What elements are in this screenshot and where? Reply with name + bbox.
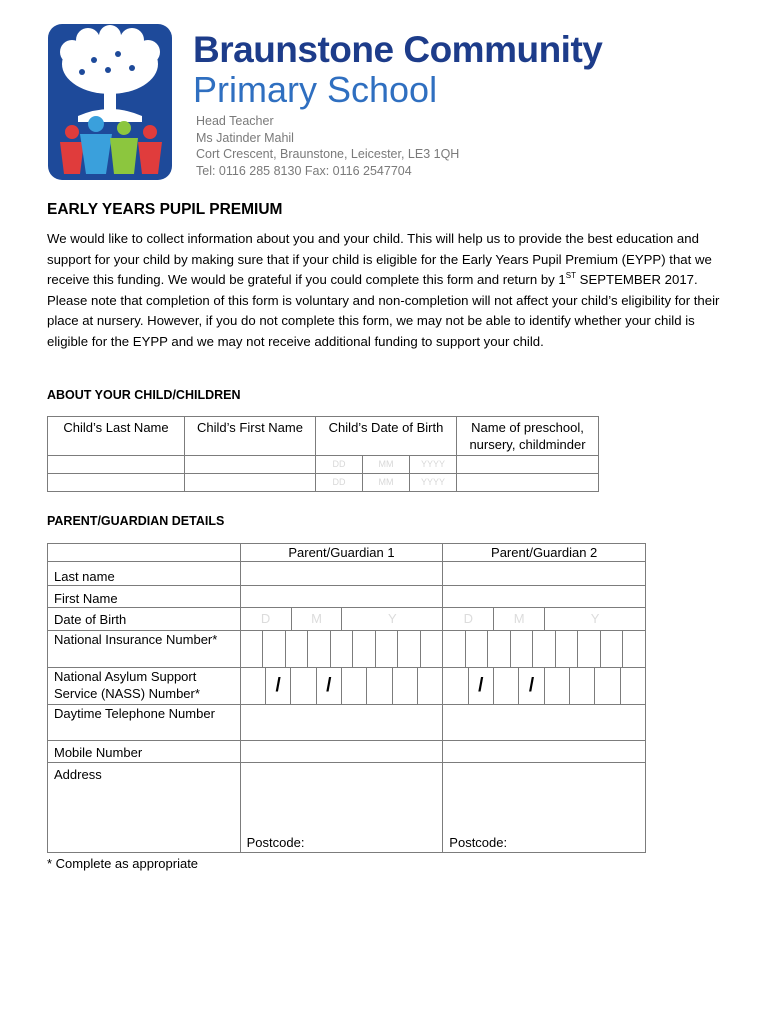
- parent-section-heading: PARENT/GUARDIAN DETAILS: [47, 514, 225, 528]
- parent-2-daytime-phone-field[interactable]: [443, 705, 646, 741]
- ni-box[interactable]: [578, 631, 601, 667]
- parent-2-last-name-field[interactable]: [443, 562, 646, 586]
- nass-slash: /: [266, 668, 291, 704]
- nass-slash: /: [469, 668, 494, 704]
- row-label-daytime-phone: Daytime Telephone Number: [48, 705, 241, 741]
- child-2-last-name-field[interactable]: [48, 474, 185, 492]
- parent-1-nass-field[interactable]: [240, 668, 443, 705]
- child-2-first-name-field[interactable]: [185, 474, 316, 492]
- ni-box[interactable]: [601, 631, 624, 667]
- parent-1-mobile-field[interactable]: [240, 741, 443, 763]
- school-name-subtitle: Primary School: [193, 69, 438, 110]
- ni-box[interactable]: [556, 631, 579, 667]
- form-title: EARLY YEARS PUPIL PREMIUM: [47, 201, 283, 218]
- nass-box[interactable]: [494, 668, 519, 704]
- parent-1-dob-field[interactable]: [240, 608, 443, 631]
- parent-1-ni-field[interactable]: [240, 631, 443, 668]
- intro-text: We would like to collect information about you and your child. This will help us to provide the best education and support for your child by making sure that if your child is eligible for the Early Years Pupil Premium (EYPP) that we receive this funding. We would be grateful if you could complete this form and return by 1: [47, 231, 712, 287]
- dob-m-placeholder: M: [494, 608, 545, 630]
- row-label-address: Address: [48, 763, 241, 853]
- col-child-last-name: Child’s Last Name: [48, 417, 185, 456]
- children-section-heading: ABOUT YOUR CHILD/CHILDREN: [47, 388, 241, 402]
- parent-2-nass-field[interactable]: [443, 668, 646, 705]
- child-1-last-name-field[interactable]: [48, 456, 185, 474]
- ni-box[interactable]: [533, 631, 556, 667]
- ni-box[interactable]: [331, 631, 354, 667]
- row-label-last-name: Last name: [48, 562, 241, 586]
- contact-phone: Tel: 0116 285 8130 Fax: 0116 2547704: [196, 164, 412, 178]
- nass-slash: /: [317, 668, 342, 704]
- dob-day-placeholder: DD: [316, 456, 363, 473]
- col-preschool: Name of preschool, nursery, childminder: [457, 417, 599, 456]
- parent-1-daytime-phone-field[interactable]: [240, 705, 443, 741]
- contact-address: Cort Crescent, Braunstone, Leicester, LE3 1QH: [196, 147, 460, 161]
- nass-box[interactable]: [621, 668, 645, 704]
- parent-2-address-field[interactable]: [443, 763, 646, 853]
- ni-box[interactable]: [308, 631, 331, 667]
- ni-box[interactable]: [488, 631, 511, 667]
- ni-box[interactable]: [376, 631, 399, 667]
- row-label-dob: Date of Birth: [48, 608, 241, 631]
- nass-box[interactable]: [241, 668, 266, 704]
- dob-month-placeholder: MM: [363, 456, 410, 473]
- ni-box[interactable]: [421, 631, 443, 667]
- child-2-preschool-field[interactable]: [457, 474, 599, 492]
- child-1-first-name-field[interactable]: [185, 456, 316, 474]
- ni-box[interactable]: [623, 631, 645, 667]
- parent-1-first-name-field[interactable]: [240, 586, 443, 608]
- school-logo: [48, 24, 172, 180]
- contact-role: Head Teacher: [196, 114, 274, 128]
- parent-2-dob-field[interactable]: [443, 608, 646, 631]
- ni-box[interactable]: [398, 631, 421, 667]
- dob-month-placeholder: MM: [363, 474, 410, 491]
- parent-2-first-name-field[interactable]: [443, 586, 646, 608]
- ni-box[interactable]: [511, 631, 534, 667]
- nass-box[interactable]: [545, 668, 570, 704]
- intro-text-continued: SEPTEMBER 2017. Please note that completion of this form is voluntary and non-completion will not affect your child’s eligibility for their place at nursery. However, if you do not complete this form, we may not be able to identify whether your child is eligible for the EYPP and we may not receive additional funding to support your child.: [47, 272, 720, 349]
- child-1-preschool-field[interactable]: [457, 456, 599, 474]
- ni-box[interactable]: [241, 631, 264, 667]
- col-parent-2: Parent/Guardian 2: [443, 544, 646, 562]
- postcode-label: Postcode:: [246, 835, 305, 850]
- parent-2-ni-field[interactable]: [443, 631, 646, 668]
- nass-box[interactable]: [418, 668, 442, 704]
- child-2-dob-field[interactable]: [316, 474, 457, 492]
- corner-cell: [48, 544, 241, 562]
- ni-box[interactable]: [466, 631, 489, 667]
- nass-box[interactable]: [291, 668, 316, 704]
- nass-box[interactable]: [393, 668, 418, 704]
- nass-box[interactable]: [570, 668, 595, 704]
- child-1-dob-field[interactable]: [316, 456, 457, 474]
- ni-box[interactable]: [353, 631, 376, 667]
- parent-table: [47, 543, 646, 853]
- ni-box[interactable]: [263, 631, 286, 667]
- dob-year-placeholder: YYYY: [420, 459, 445, 469]
- row-label-first-name: First Name: [48, 586, 241, 608]
- dob-y-placeholder: Y: [590, 611, 600, 626]
- intro-paragraph: [47, 229, 727, 352]
- col-child-first-name: Child’s First Name: [185, 417, 316, 456]
- dob-y-placeholder: Y: [388, 611, 397, 626]
- nass-box[interactable]: [595, 668, 620, 704]
- postcode-label: Postcode:: [449, 835, 508, 850]
- nass-box[interactable]: [342, 668, 367, 704]
- dob-m-placeholder: M: [292, 608, 343, 630]
- ni-box[interactable]: [443, 631, 466, 667]
- nass-slash: /: [519, 668, 544, 704]
- row-label-mobile: Mobile Number: [48, 741, 241, 763]
- dob-d-placeholder: D: [443, 608, 494, 630]
- dob-d-placeholder: D: [241, 608, 292, 630]
- parent-1-address-field[interactable]: [240, 763, 443, 853]
- contact-name: Ms Jatinder Mahil: [196, 131, 294, 145]
- dob-year-placeholder: YYYY: [420, 477, 445, 487]
- nass-box[interactable]: [367, 668, 392, 704]
- col-parent-1: Parent/Guardian 1: [240, 544, 443, 562]
- row-label-nass-number: National Asylum Support Service (NASS) Number*: [48, 668, 241, 705]
- school-name: Braunstone Community: [193, 29, 603, 70]
- row-label-ni-number: National Insurance Number*: [48, 631, 241, 668]
- dob-day-placeholder: DD: [316, 474, 363, 491]
- parent-2-mobile-field[interactable]: [443, 741, 646, 763]
- nass-box[interactable]: [443, 668, 468, 704]
- footnote: * Complete as appropriate: [47, 856, 199, 871]
- col-child-dob: Child’s Date of Birth: [316, 417, 457, 456]
- intro-superscript: ST: [565, 271, 576, 280]
- children-table: [47, 416, 599, 492]
- ni-box[interactable]: [286, 631, 309, 667]
- parent-1-last-name-field[interactable]: [240, 562, 443, 586]
